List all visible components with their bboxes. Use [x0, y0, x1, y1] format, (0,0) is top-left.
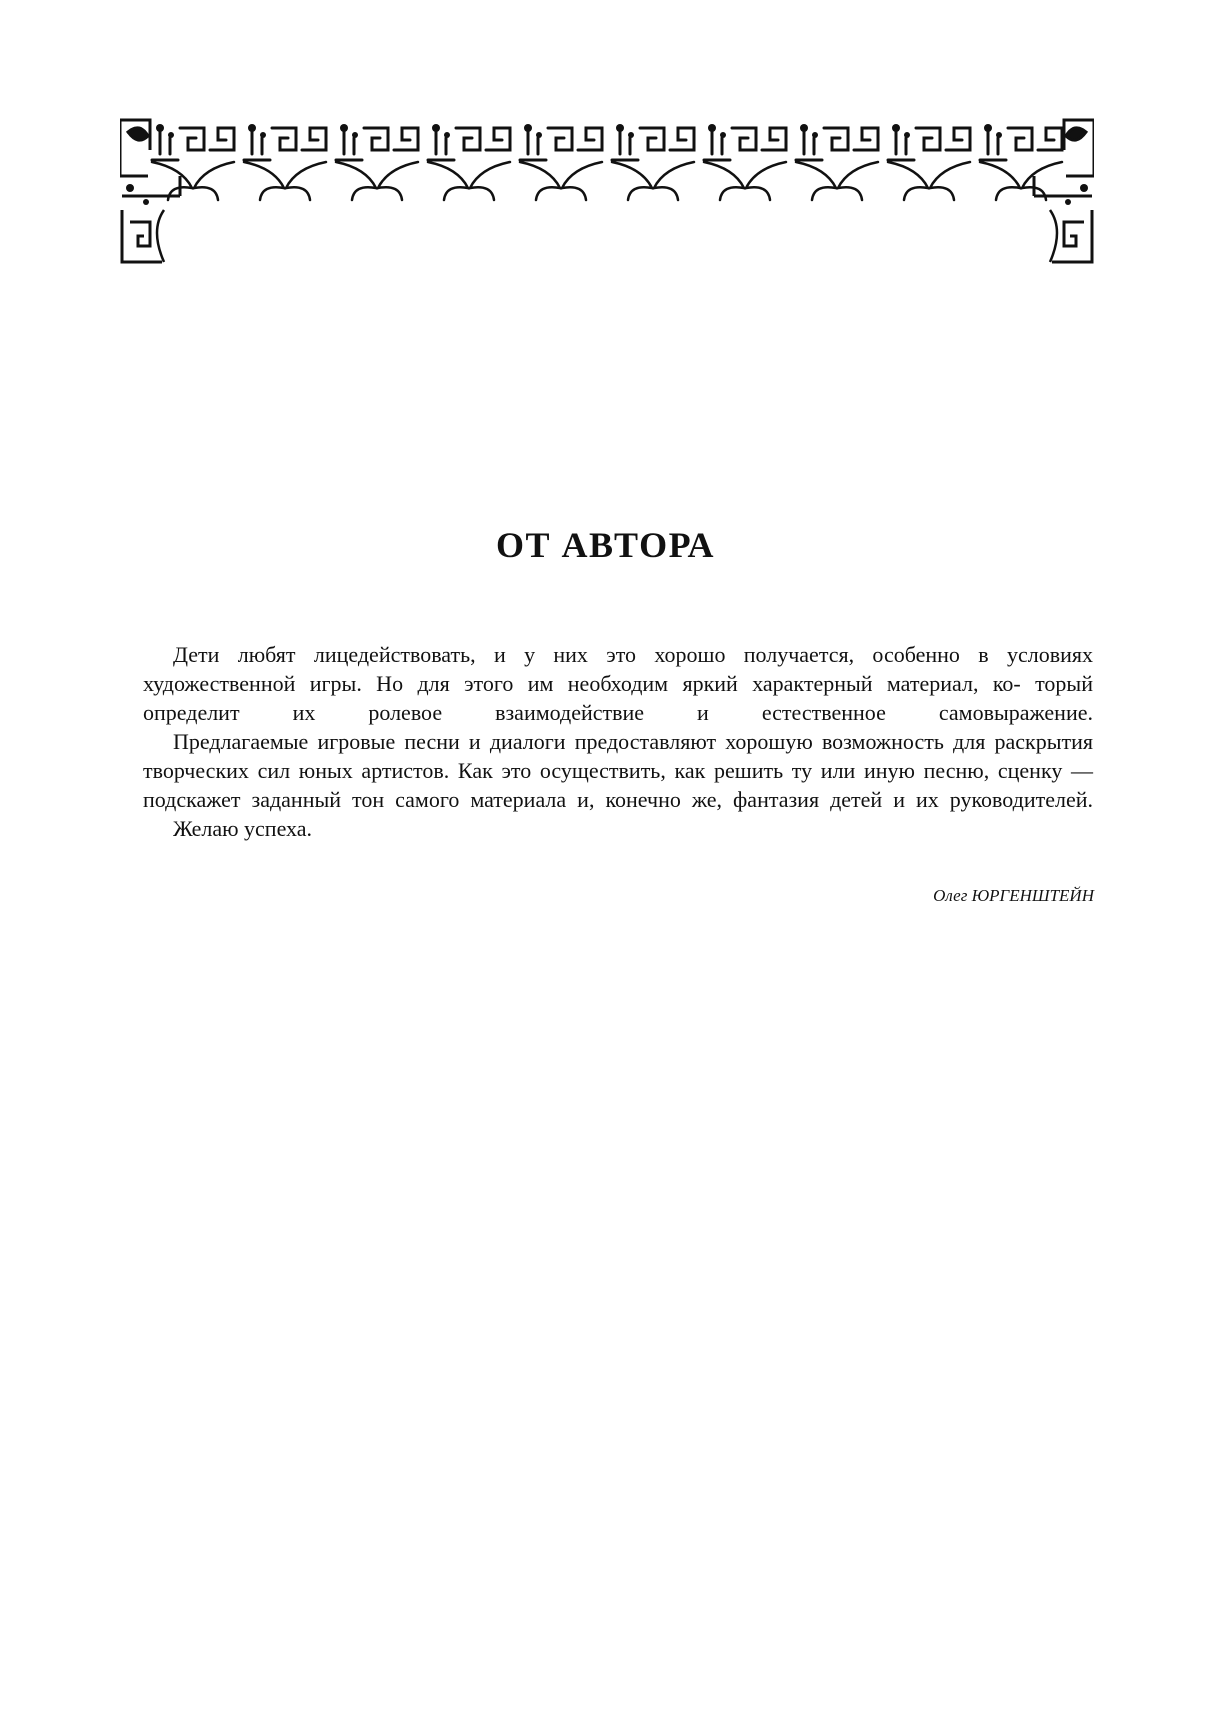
paragraph-1-line-3: торый определит их ролевое взаимодействие и естественное самовыражение.	[143, 671, 1093, 725]
paragraph-2-line-2: для раскрытия творческих сил юных артистов. Как это осуществить, как решить ту	[143, 729, 1094, 783]
paragraph-2-line-1: Предлагаемые игровые песни и диалоги предоставляют хорошую возможность	[173, 729, 944, 754]
paragraph-1-line-2: художественной игры. Но для этого им необходим яркий характерный материал, ко-	[143, 671, 1021, 696]
paragraph-2	[143, 727, 1093, 814]
paragraph-1	[143, 640, 1093, 727]
author-signature: Олег ЮРГЕНШТЕЙН	[933, 886, 1094, 905]
paragraph-2-line-3: или иную песню, сценку — подскажет заданный тон самого материала и, конечно же,	[143, 758, 1094, 812]
ornament-top-band	[152, 124, 1062, 200]
page-title: ОТ АВТОРА	[496, 525, 715, 565]
paragraph-3	[143, 814, 1093, 843]
author-preface-body	[143, 640, 1093, 843]
paragraph-2-line-4: фантазия детей и их руководителей.	[733, 787, 1094, 812]
ornamental-header-border	[120, 118, 1094, 264]
paragraph-1-line-1: Дети любят лицедействовать, и у них это хорошо получается, особенно в условиях	[173, 642, 1093, 667]
paragraph-3-line-1: Желаю успеха.	[173, 816, 313, 841]
